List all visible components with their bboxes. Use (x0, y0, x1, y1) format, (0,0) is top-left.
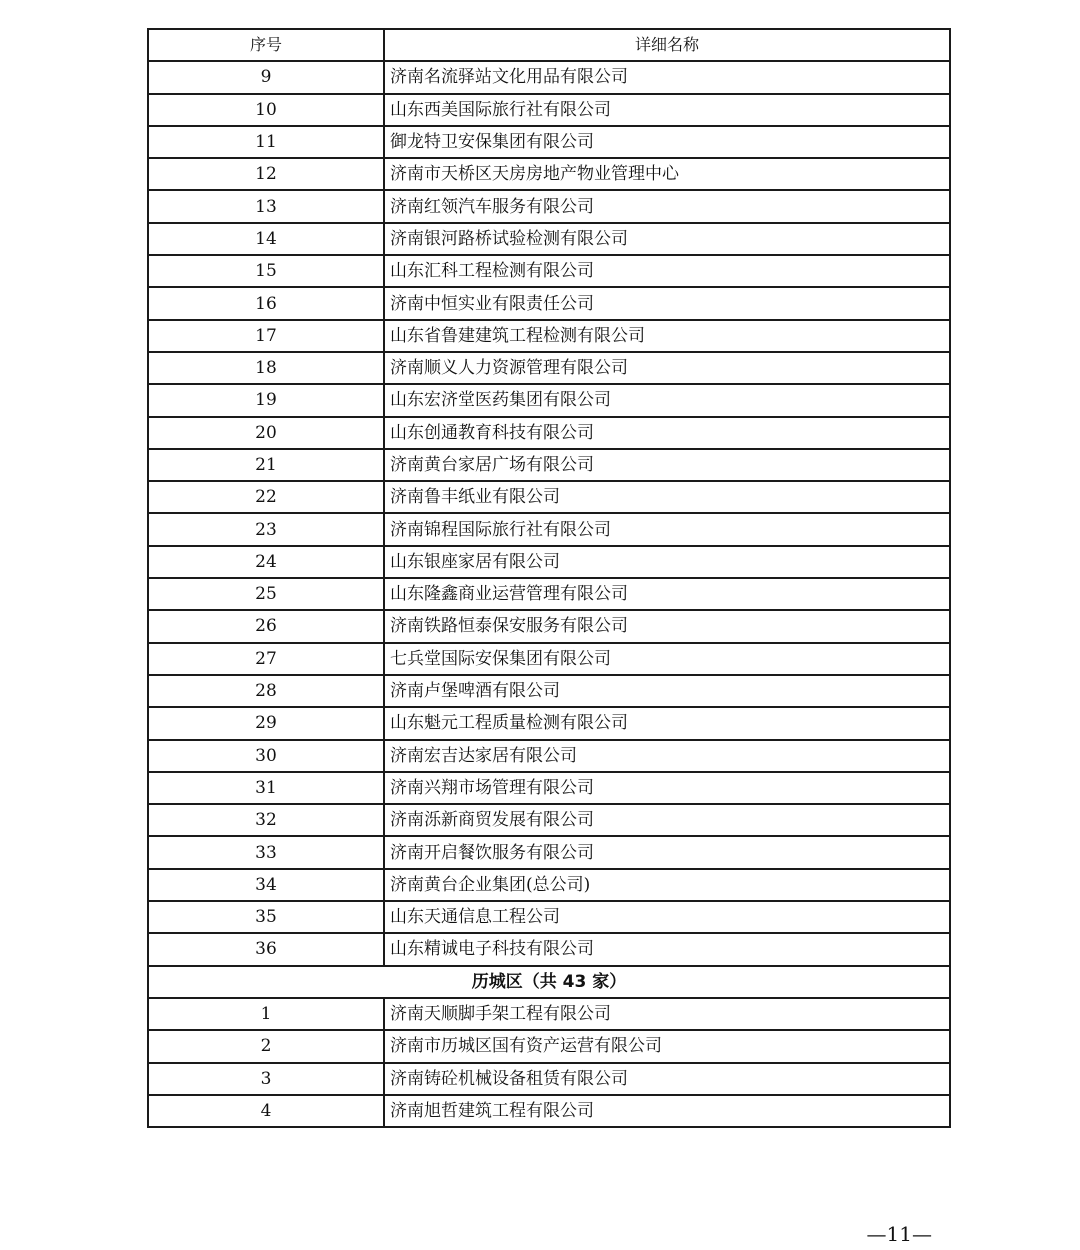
company-name: 济南旭哲建筑工程有限公司 (384, 1095, 950, 1127)
company-name: 御龙特卫安保集团有限公司 (384, 126, 950, 158)
company-name: 济南锦程国际旅行社有限公司 (384, 513, 950, 545)
row-number: 31 (148, 772, 384, 804)
row-number: 27 (148, 643, 384, 675)
row-number: 28 (148, 675, 384, 707)
row-number: 12 (148, 158, 384, 190)
row-number: 29 (148, 707, 384, 739)
row-number: 2 (148, 1030, 384, 1062)
table-row (148, 1030, 950, 1062)
table-row (148, 546, 950, 578)
row-number: 34 (148, 869, 384, 901)
table-row (148, 578, 950, 610)
table-row (148, 610, 950, 642)
row-number: 16 (148, 287, 384, 319)
table-row (148, 772, 950, 804)
company-name: 山东省鲁建建筑工程检测有限公司 (384, 320, 950, 352)
company-name: 济南兴翔市场管理有限公司 (384, 772, 950, 804)
company-list-table (147, 28, 951, 1128)
row-number: 11 (148, 126, 384, 158)
company-name: 济南顺义人力资源管理有限公司 (384, 352, 950, 384)
table-row (148, 449, 950, 481)
company-name: 山东银座家居有限公司 (384, 546, 950, 578)
table-row (148, 126, 950, 158)
page-number: —11— (866, 1222, 932, 1246)
row-number: 33 (148, 836, 384, 868)
row-number: 13 (148, 190, 384, 222)
row-number: 24 (148, 546, 384, 578)
table-body-licheng (148, 998, 950, 1127)
row-number: 21 (148, 449, 384, 481)
row-number: 4 (148, 1095, 384, 1127)
section-row (148, 966, 950, 998)
row-number: 19 (148, 384, 384, 416)
row-number: 20 (148, 417, 384, 449)
company-name: 山东隆鑫商业运营管理有限公司 (384, 578, 950, 610)
row-number: 22 (148, 481, 384, 513)
company-name: 济南中恒实业有限责任公司 (384, 287, 950, 319)
section-title: 历城区（共 43 家） (148, 966, 950, 998)
company-name: 济南卢堡啤酒有限公司 (384, 675, 950, 707)
row-number: 1 (148, 998, 384, 1030)
row-number: 32 (148, 804, 384, 836)
table-row (148, 707, 950, 739)
table-row (148, 675, 950, 707)
row-number: 30 (148, 740, 384, 772)
table-row (148, 933, 950, 965)
row-number: 10 (148, 94, 384, 126)
company-name: 山东宏济堂医药集团有限公司 (384, 384, 950, 416)
table-row (148, 998, 950, 1030)
company-name: 七兵堂国际安保集团有限公司 (384, 643, 950, 675)
company-name: 济南铁路恒泰保安服务有限公司 (384, 610, 950, 642)
table-row (148, 190, 950, 222)
company-name: 济南市天桥区天房房地产物业管理中心 (384, 158, 950, 190)
row-number: 36 (148, 933, 384, 965)
company-name: 济南市历城区国有资产运营有限公司 (384, 1030, 950, 1062)
company-name: 济南开启餐饮服务有限公司 (384, 836, 950, 868)
table-row (148, 320, 950, 352)
table-row (148, 1095, 950, 1127)
company-name: 济南天顺脚手架工程有限公司 (384, 998, 950, 1030)
table-row (148, 804, 950, 836)
company-name: 济南银河路桥试验检测有限公司 (384, 223, 950, 255)
company-name: 山东西美国际旅行社有限公司 (384, 94, 950, 126)
table-row (148, 481, 950, 513)
company-name: 济南黄台企业集团(总公司) (384, 869, 950, 901)
company-name: 济南红领汽车服务有限公司 (384, 190, 950, 222)
row-number: 17 (148, 320, 384, 352)
company-name: 山东魁元工程质量检测有限公司 (384, 707, 950, 739)
row-number: 9 (148, 61, 384, 93)
table-row (148, 740, 950, 772)
row-number: 23 (148, 513, 384, 545)
company-name: 济南铸砼机械设备租赁有限公司 (384, 1063, 950, 1095)
company-name: 山东天通信息工程公司 (384, 901, 950, 933)
table-row (148, 869, 950, 901)
table-row (148, 61, 950, 93)
row-number: 3 (148, 1063, 384, 1095)
table-row (148, 901, 950, 933)
company-name: 济南鲁丰纸业有限公司 (384, 481, 950, 513)
table-row (148, 1063, 950, 1095)
table-row (148, 417, 950, 449)
table-row (148, 223, 950, 255)
company-name: 济南名流驿站文化用品有限公司 (384, 61, 950, 93)
header-number: 序号 (148, 29, 384, 61)
header-name: 详细名称 (384, 29, 950, 61)
table-row (148, 836, 950, 868)
row-number: 26 (148, 610, 384, 642)
table-row (148, 158, 950, 190)
table-row (148, 94, 950, 126)
table-row (148, 352, 950, 384)
company-name: 山东精诚电子科技有限公司 (384, 933, 950, 965)
table-row (148, 287, 950, 319)
company-name: 济南泺新商贸发展有限公司 (384, 804, 950, 836)
row-number: 18 (148, 352, 384, 384)
company-name: 济南黄台家居广场有限公司 (384, 449, 950, 481)
table-row (148, 513, 950, 545)
section-body (148, 966, 950, 998)
row-number: 25 (148, 578, 384, 610)
row-number: 15 (148, 255, 384, 287)
table-row (148, 643, 950, 675)
row-number: 35 (148, 901, 384, 933)
company-name: 济南宏吉达家居有限公司 (384, 740, 950, 772)
company-name: 山东汇科工程检测有限公司 (384, 255, 950, 287)
table-row (148, 384, 950, 416)
table-row (148, 255, 950, 287)
company-name: 山东创通教育科技有限公司 (384, 417, 950, 449)
table-body-tianqiao (148, 61, 950, 965)
table-header-row (148, 29, 950, 61)
row-number: 14 (148, 223, 384, 255)
